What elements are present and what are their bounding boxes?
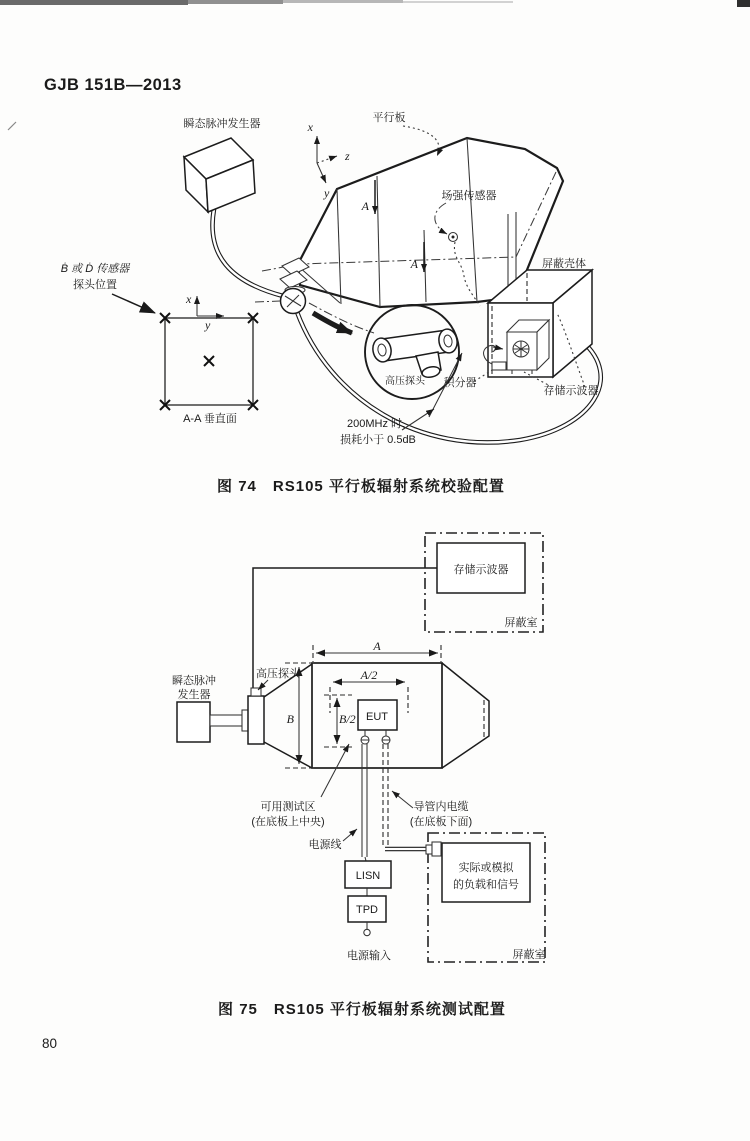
fig74-probe-position-line1: Ḃ 或 Ḋ 传感器 — [60, 263, 130, 275]
fig75-pulse-generator-line2: 发生器 — [177, 689, 211, 701]
fig74-aa-plane-label: A-A 垂直面 — [183, 413, 237, 425]
fig75-feedthrough-connector — [426, 842, 441, 856]
fig75-conduit-cable — [383, 744, 428, 849]
fig74-hv-probe-label: 高压探头 — [385, 376, 425, 387]
fig75-eut-connectors — [361, 730, 390, 744]
fig75-hv-probe-label: 高压探头 — [256, 668, 300, 680]
fig74-magnifier-arrow — [313, 313, 352, 333]
fig75-tpd-label: TPD — [356, 904, 378, 916]
figure74 — [61, 110, 601, 446]
fig75-test-area-note — [251, 744, 349, 828]
fig74-axis2-y-label: y — [205, 318, 211, 332]
fig74-axis2-x-label: x — [186, 292, 192, 306]
fig75-pulse-generator-line1: 瞬态脉冲 — [172, 675, 216, 687]
fig74-axis-z-label: z — [345, 149, 350, 163]
fig74-pulse-generator-label: 瞬态脉冲发生器 — [183, 118, 261, 130]
figure75 — [172, 533, 546, 962]
fig75-power-cable — [362, 744, 367, 861]
fig75-dim-b2-label: B/2 — [339, 712, 356, 726]
fig74-loss-note-line2: 损耗小于 0.5dB — [340, 434, 416, 446]
scan-artifact-top-bar — [0, 0, 750, 130]
fig75-pulse-generator-box — [177, 702, 248, 742]
fig74-probe-position — [61, 262, 155, 313]
fig74-axis-x-label: x — [307, 120, 313, 134]
fig75-conduit-note — [392, 791, 472, 828]
page-number: 80 — [42, 1036, 58, 1051]
fig74-parallel-plate-label: 平行板 — [372, 112, 406, 124]
document-header: GJB 151B—2013 — [44, 76, 182, 94]
figure75-caption: 图 75 RS105 平行板辐射系统测试配置 — [218, 1001, 506, 1018]
fig75-power-line-label: 电源线 — [308, 839, 342, 851]
fig75-test-area-line2: (在底板上中央) — [251, 816, 325, 828]
fig75-test-area-line1: 可用测试区 — [260, 801, 316, 813]
figure74-caption: 图 74 RS105 平行板辐射系统校验配置 — [217, 478, 505, 495]
fig75-lisn-label: LISN — [355, 870, 381, 882]
fig75-power-input-terminal — [364, 929, 370, 935]
fig75-hv-probe-box — [248, 688, 264, 744]
fig75-power-line-note — [309, 829, 358, 851]
fig75-oscilloscope-label: 存储示波器 — [453, 564, 509, 576]
fig74-generator-cable — [212, 209, 283, 296]
fig74-shield-enclosure-label: 屏蔽壳体 — [542, 258, 586, 270]
fig74-loss-note-line1: 200MHz 时， — [346, 418, 414, 430]
fig75-dim-b-label: B — [286, 712, 294, 726]
fig75-power-input-label: 电源输入 — [347, 950, 391, 962]
fig75-shield-room-1-label: 屏蔽室 — [504, 617, 538, 629]
fig74-probe-position-line2: 探头位置 — [73, 279, 117, 291]
fig75-dim-a — [313, 639, 441, 662]
fig75-conduit-line2: (在底板下面) — [409, 816, 473, 828]
fig75-load-label-line2: 的负载和信号 — [453, 879, 519, 891]
fig74-integrator-label: 积分器 — [443, 377, 477, 389]
fig74-axes-xy — [185, 292, 224, 332]
fig75-dim-b2 — [324, 695, 356, 747]
fig75-conduit-line1: 导管内电缆 — [413, 801, 469, 813]
fig74-axis-y-label: y — [324, 186, 330, 200]
fig75-load-label-line1: 实际或模拟 — [458, 862, 514, 874]
fig74-pulse-generator-box — [184, 138, 255, 212]
fig75-dim-a2-label: A/2 — [360, 668, 378, 682]
fig74-oscilloscope-label: 存储示波器 — [543, 385, 599, 397]
fig74-field-sensor-label: 场强传感器 — [441, 190, 497, 202]
fig75-dim-a-label: A — [373, 639, 381, 653]
fig75-shield-room-2-label: 屏蔽室 — [512, 949, 546, 961]
fig74-section-a-label-top: A — [361, 199, 369, 213]
fig75-eut-label: EUT — [366, 711, 388, 723]
fig75-hv-probe-leader — [258, 680, 268, 690]
fig74-hv-probe-magnifier — [365, 305, 459, 399]
fig74-section-a-label-bottom: A — [410, 257, 418, 271]
